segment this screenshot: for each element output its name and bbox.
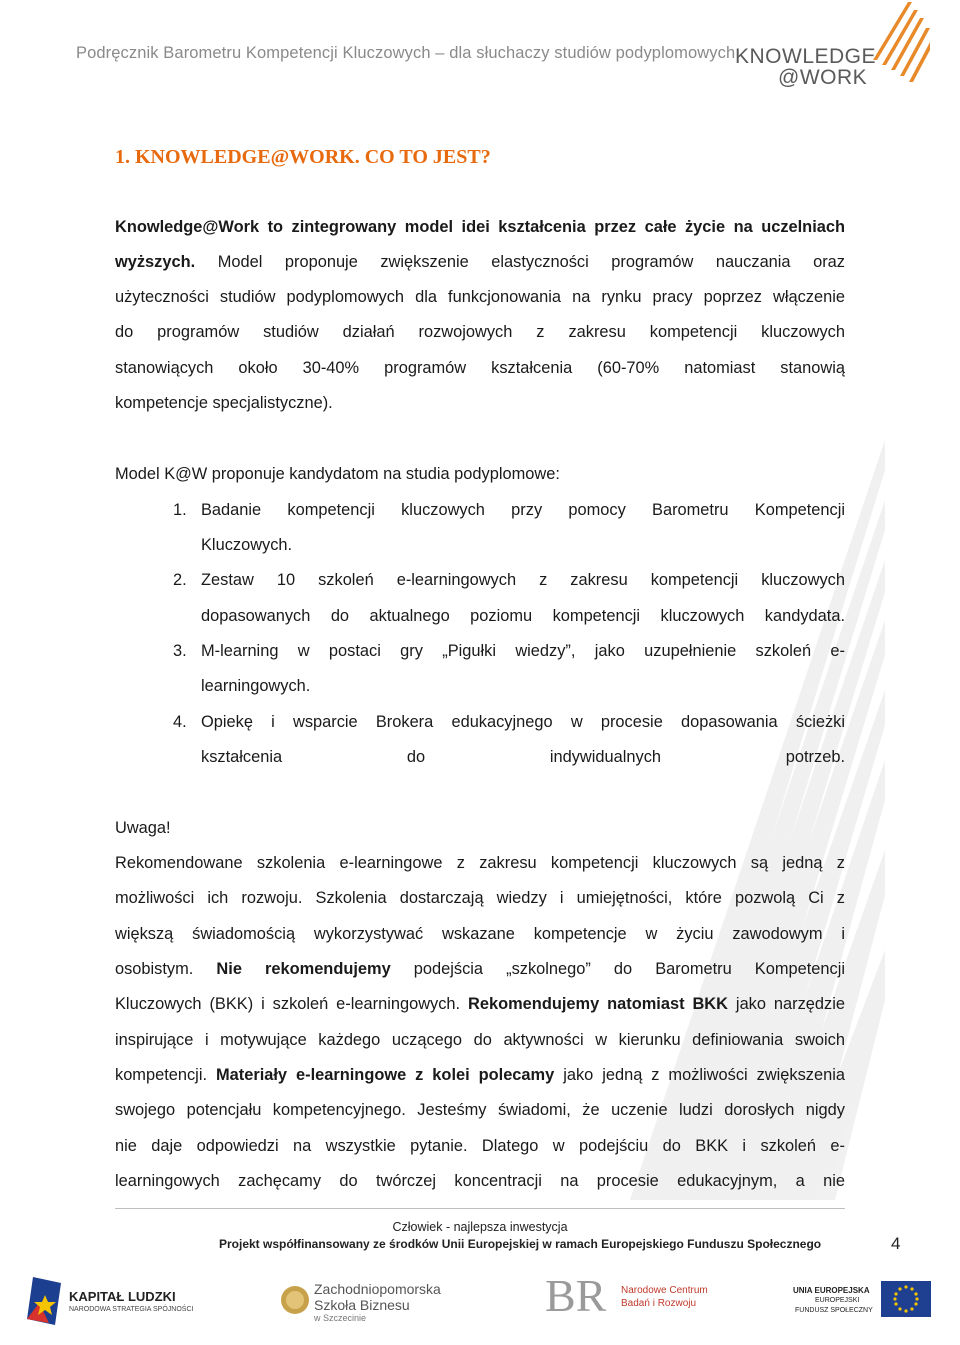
note-text: kompetencji. bbox=[115, 1066, 208, 1084]
intro-line-4: do programów studiów działań rozwojowych z zakresu kompetencji kluczowych bbox=[115, 323, 845, 341]
note-bold-text: Rekomendujemy natomiast BKK bbox=[468, 995, 728, 1013]
note-text: Kluczowych (BKK) i szkoleń e-learningowych. bbox=[115, 995, 461, 1013]
intro-line-5: stanowiących około 30-40% programów kształcenia (60-70% natomiast stanowią bbox=[115, 359, 845, 377]
list-item-text-cont: dopasowanych do aktualnego poziomu kompetencji kluczowych kandydata. bbox=[201, 607, 845, 625]
zsb-logo bbox=[280, 1265, 470, 1335]
note-line-7 bbox=[115, 1066, 845, 1085]
intro-line-2-bold: wyższych. bbox=[115, 253, 196, 271]
list-item-number: 1. bbox=[173, 501, 187, 519]
zsb-name-line3: w Szczecinie bbox=[314, 1313, 367, 1323]
zsb-name-line2: Szkoła Biznesu bbox=[314, 1297, 410, 1313]
list-item-text-cont: learningowych. bbox=[201, 677, 311, 695]
list-item-text: Zestaw 10 szkoleń e-learningowych z zakresu kompetencji kluczowych bbox=[201, 571, 845, 589]
ncbr-br-icon: BR bbox=[545, 1270, 607, 1321]
list-item-text: Opiekę i wsparcie Brokera edukacyjnego w procesie dopasowania ścieżki bbox=[201, 713, 845, 731]
note-text: podejścia „szkolnego” do Barometru Kompetencji bbox=[413, 960, 845, 978]
footer-cofinance-note: Projekt współfinansowany ze środków Unii Europejskiej w ramach Europejskiego Funduszu Społecznego bbox=[219, 1237, 822, 1251]
note-text: jako narzędzie bbox=[735, 995, 845, 1013]
eu-efs-logo bbox=[793, 1265, 938, 1335]
list-item-text-cont: Kluczowych. bbox=[201, 536, 293, 554]
kapital-ludzki-star-icon bbox=[25, 1273, 65, 1329]
page-number: 4 bbox=[891, 1234, 901, 1253]
list-item-text: M-learning w postaci gry „Pigułki wiedzy”, jako uzupełnienie szkoleń e- bbox=[201, 642, 845, 660]
ncbr-name-line1: Narodowe Centrum bbox=[621, 1285, 708, 1296]
intro-line-2-rest: Model proponuje zwiększenie elastyczności programów nauczania oraz bbox=[195, 253, 845, 271]
note-line-8: swojego potencjału kompetencyjnego. Jesteśmy świadomi, że uczenie ludzi dorosłych nigdy bbox=[115, 1101, 845, 1119]
footer-divider bbox=[115, 1208, 845, 1209]
kapital-ludzki-subtitle: NARODOWA STRATEGIA SPÓJNOŚCI bbox=[69, 1306, 194, 1313]
list-item-text: Badanie kompetencji kluczowych przy pomocy Barometru Kompetencji bbox=[201, 501, 845, 519]
intro-line-1: Knowledge@Work to zintegrowany model idei kształcenia przez całe życie na uczelniach bbox=[115, 218, 845, 236]
list-item-number: 3. bbox=[173, 642, 187, 660]
footer-motto: Człowiek - najlepsza inwestycja bbox=[392, 1220, 568, 1234]
note-line-4 bbox=[115, 960, 845, 979]
zsb-coin-icon bbox=[280, 1285, 310, 1315]
section-heading: 1. KNOWLEDGE@WORK. CO TO JEST? bbox=[115, 146, 491, 168]
note-text: osobistym. bbox=[115, 960, 194, 978]
list-item-number: 4. bbox=[173, 713, 187, 731]
eu-line1: UNIA EUROPEJSKA bbox=[793, 1286, 870, 1295]
note-line-10: learningowych zachęcamy do twórczej koncentracji na procesie edukacyjnym, a nie bbox=[115, 1172, 845, 1190]
note-line-1: Rekomendowane szkolenia e-learningowe z zakresu kompetencji kluczowych są jedną z bbox=[115, 854, 845, 872]
intro-line-6: kompetencje specjalistyczne). bbox=[115, 394, 333, 412]
zsb-name-line1: Zachodniopomorska bbox=[314, 1281, 441, 1297]
note-line-2: możliwości ich rozwoju. Szkolenia dostarczają wiedzy i umiejętności, które pozwolą Ci z bbox=[115, 889, 845, 907]
note-line-6: inspirujące i motywujące każdego uczącego do aktywności w kierunku definiowania swoich bbox=[115, 1031, 845, 1049]
note-line-5 bbox=[115, 995, 845, 1014]
eu-flag-icon bbox=[881, 1281, 931, 1317]
list-item-number: 2. bbox=[173, 571, 187, 589]
kapital-ludzki-title: KAPITAŁ LUDZKI bbox=[69, 1289, 176, 1304]
logo-stripes-icon bbox=[873, 2, 930, 82]
eu-line3: FUNDUSZ SPOŁECZNY bbox=[795, 1307, 873, 1314]
eu-line2: EUROPEJSKI bbox=[815, 1297, 860, 1304]
note-text: jako jedną z możliwości zwiększenia bbox=[563, 1066, 845, 1084]
running-header-title: Podręcznik Barometru Kompetencji Kluczowych – dla słuchaczy studiów podyplomowych bbox=[76, 44, 736, 62]
note-line-9: nie daje odpowiedzi na wszystkie pytanie. Dlatego w podejściu do BKK i szkoleń e- bbox=[115, 1137, 845, 1155]
note-title: Uwaga! bbox=[115, 819, 171, 837]
ncbr-name-line2: Badań i Rozwoju bbox=[621, 1298, 697, 1309]
model-lead: Model K@W proponuje kandydatom na studia podyplomowe: bbox=[115, 465, 560, 483]
ncbr-logo bbox=[545, 1265, 715, 1335]
kapital-ludzki-logo bbox=[25, 1265, 205, 1335]
list-item-text-cont: kształcenia do indywidualnych potrzeb. bbox=[201, 748, 845, 766]
note-bold-text: Nie rekomendujemy bbox=[216, 960, 391, 978]
note-line-3: większą świadomością wykorzystywać wskazane kompetencje w życiu zawodowym i bbox=[115, 925, 845, 943]
logo-text-knowledge: KNOWLEDGE bbox=[735, 45, 877, 68]
intro-line-3: użyteczności studiów podyplomowych dla funkcjonowania na rynku pracy poprzez włączenie bbox=[115, 288, 845, 306]
intro-line-2 bbox=[115, 253, 845, 272]
logo-text-at-work: @WORK bbox=[778, 66, 868, 89]
note-bold-text: Materiały e-learningowe z kolei polecamy bbox=[215, 1066, 555, 1084]
